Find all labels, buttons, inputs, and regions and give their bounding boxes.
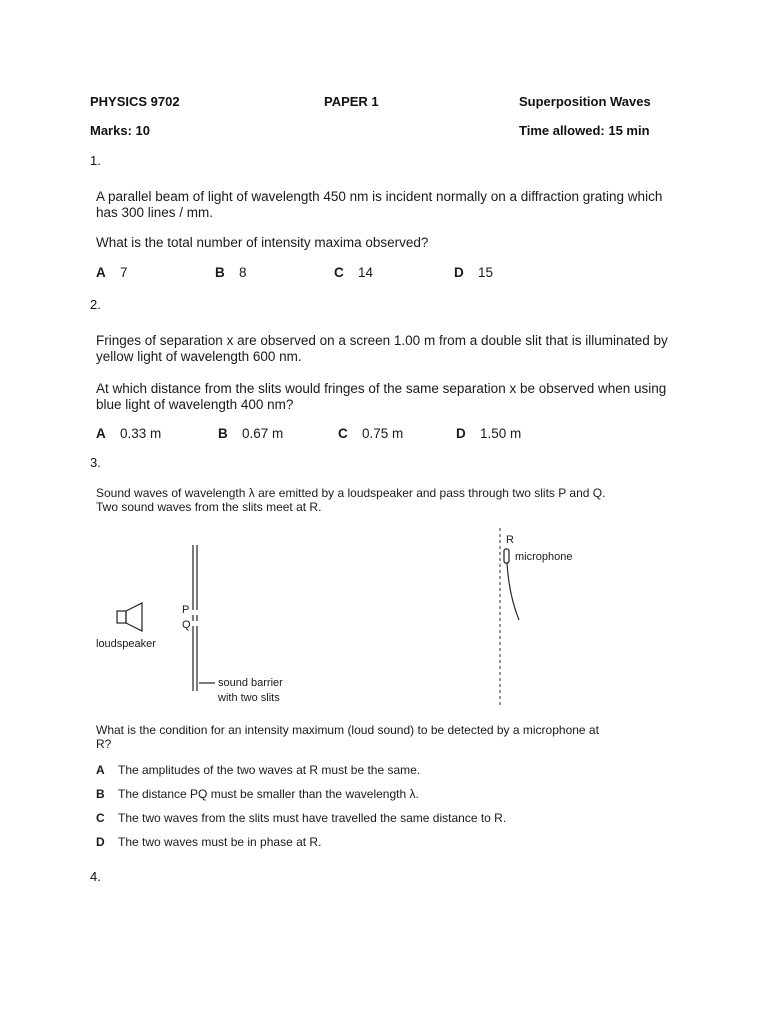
paper-number: PAPER 1 xyxy=(324,94,379,109)
question-3-option-a[interactable] xyxy=(96,763,420,777)
topic-title: Superposition Waves xyxy=(519,94,651,109)
sound-barrier xyxy=(193,545,215,691)
option-letter: B xyxy=(218,426,228,441)
option-text: 1.50 m xyxy=(480,426,522,441)
question-1-text: A parallel beam of light of wavelength 450 nm is incident normally on a diffraction grating which has 300 lines / mm. xyxy=(96,189,663,220)
question-2-text: Fringes of separation x are observed on a screen 1.00 m from a double slit that is illuminated by yellow light of wavelength 600 nm. xyxy=(96,333,668,364)
option-letter: A xyxy=(96,265,106,280)
option-text: The distance PQ must be smaller than the wavelength λ. xyxy=(118,787,419,801)
question-3-text: Sound waves of wavelength λ are emitted by a loudspeaker and pass through two slits P and Q. Two sound waves from the slits meet at R. xyxy=(96,486,606,514)
time-allowed: Time allowed: 15 min xyxy=(519,123,650,138)
option-letter: C xyxy=(338,426,348,441)
question-number-2: 2. xyxy=(90,297,101,312)
label-slit-p: P xyxy=(182,604,190,616)
question-3-option-c[interactable] xyxy=(96,811,506,825)
marks-label: Marks: 10 xyxy=(90,123,150,138)
option-text: 15 xyxy=(478,265,494,280)
option-text: 7 xyxy=(120,265,128,280)
question-2-prompt: At which distance from the slits would fringes of the same separation x be observed when using blue light of wavelength 400 nm? xyxy=(96,381,667,412)
option-letter: D xyxy=(456,426,466,441)
option-text: 8 xyxy=(239,265,247,280)
option-text: 0.67 m xyxy=(242,426,284,441)
question-number-3: 3. xyxy=(90,455,101,470)
question-3-option-d[interactable] xyxy=(96,835,321,849)
option-text: 0.33 m xyxy=(120,426,162,441)
label-barrier-line-1: sound barrier xyxy=(218,677,283,689)
option-letter: D xyxy=(454,265,464,280)
question-1-prompt: What is the total number of intensity maxima observed? xyxy=(96,235,429,250)
subject-code: PHYSICS 9702 xyxy=(90,94,180,109)
option-letter: C xyxy=(334,265,344,280)
option-text: The two waves from the slits must have travelled the same distance to R. xyxy=(118,811,507,825)
option-text: 0.75 m xyxy=(362,426,404,441)
label-barrier-line-2: with two slits xyxy=(218,692,280,704)
option-letter: B xyxy=(215,265,225,280)
option-text: 14 xyxy=(358,265,374,280)
question-number-4: 4. xyxy=(90,869,101,884)
label-r: R xyxy=(506,534,514,546)
question-3-prompt: What is the condition for an intensity maximum (loud sound) to be detected by a microphone at R? xyxy=(96,723,599,751)
option-letter: A xyxy=(96,763,105,777)
question-3-option-b[interactable] xyxy=(96,787,419,801)
option-letter: C xyxy=(96,811,105,825)
option-letter: A xyxy=(96,426,106,441)
label-microphone: microphone xyxy=(515,551,573,563)
label-slit-q: Q xyxy=(182,619,191,631)
option-letter: B xyxy=(96,787,105,801)
loudspeaker-icon xyxy=(117,603,142,631)
label-loudspeaker: loudspeaker xyxy=(96,638,156,650)
option-text: The two waves must be in phase at R. xyxy=(118,835,322,849)
option-letter: D xyxy=(96,835,105,849)
option-text: The amplitudes of the two waves at R must be the same. xyxy=(118,763,421,777)
question-number-1: 1. xyxy=(90,153,101,168)
